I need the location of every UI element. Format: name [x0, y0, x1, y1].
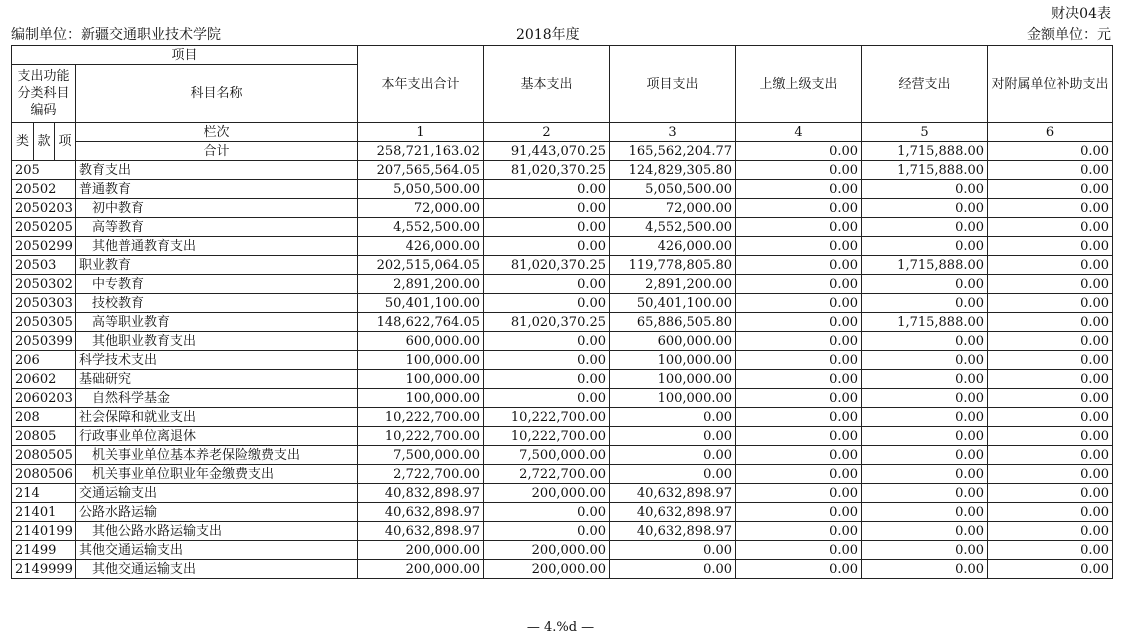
row-name: 中专教育	[76, 275, 358, 294]
row-code: 206	[12, 351, 76, 370]
row-value: 0.00	[484, 370, 610, 389]
row-value: 40,632,898.97	[610, 503, 736, 522]
row-value: 0.00	[484, 389, 610, 408]
row-name: 机关事业单位基本养老保险缴费支出	[76, 446, 358, 465]
row-value: 0.00	[736, 218, 862, 237]
row-value: 0.00	[862, 389, 988, 408]
row-value: 0.00	[988, 484, 1113, 503]
row-code: 20602	[12, 370, 76, 389]
row-code: 20503	[12, 256, 76, 275]
row-value: 0.00	[736, 427, 862, 446]
row-value: 50,401,100.00	[358, 294, 484, 313]
row-name: 公路水路运输	[76, 503, 358, 522]
row-value: 0.00	[988, 427, 1113, 446]
col-header-project-expenditure: 项目支出	[610, 46, 736, 123]
row-value: 0.00	[484, 332, 610, 351]
row-value: 0.00	[988, 218, 1113, 237]
row-value: 1,715,888.00	[862, 313, 988, 332]
row-value: 0.00	[862, 522, 988, 541]
row-value: 0.00	[736, 180, 862, 199]
row-value: 0.00	[862, 427, 988, 446]
row-value: 40,632,898.97	[610, 484, 736, 503]
row-value: 0.00	[862, 465, 988, 484]
row-code: 20502	[12, 180, 76, 199]
row-value: 0.00	[862, 275, 988, 294]
row-value: 0.00	[736, 199, 862, 218]
row-value: 0.00	[862, 560, 988, 579]
row-value: 65,886,505.80	[610, 313, 736, 332]
row-value: 2,891,200.00	[358, 275, 484, 294]
table-row	[12, 237, 1113, 256]
row-value: 0.00	[988, 275, 1113, 294]
row-value: 200,000.00	[358, 560, 484, 579]
row-value: 200,000.00	[484, 541, 610, 560]
row-value: 0.00	[736, 408, 862, 427]
row-value: 0.00	[610, 541, 736, 560]
row-name: 机关事业单位职业年金缴费支出	[76, 465, 358, 484]
row-value: 2,891,200.00	[610, 275, 736, 294]
row-name: 其他交通运输支出	[76, 541, 358, 560]
row-value: 0.00	[736, 446, 862, 465]
row-value: 10,222,700.00	[358, 427, 484, 446]
row-value: 10,222,700.00	[358, 408, 484, 427]
row-value: 0.00	[862, 446, 988, 465]
table-row	[12, 370, 1113, 389]
row-value: 0.00	[862, 332, 988, 351]
row-value: 2,722,700.00	[358, 465, 484, 484]
row-value: 0.00	[862, 237, 988, 256]
row-value: 0.00	[988, 199, 1113, 218]
col-number-3: 3	[610, 123, 736, 142]
row-value: 0.00	[988, 237, 1113, 256]
row-value: 0.00	[484, 275, 610, 294]
col-header-code: 支出功能分类科目编码	[12, 65, 76, 123]
table-row	[12, 560, 1113, 579]
row-value: 426,000.00	[610, 237, 736, 256]
col-header-basic-expenditure: 基本支出	[484, 46, 610, 123]
row-value: 0.00	[988, 503, 1113, 522]
table-row	[12, 218, 1113, 237]
col-header-total-expenditure: 本年支出合计	[358, 46, 484, 123]
row-value: 0.00	[988, 180, 1113, 199]
row-value: 0.00	[988, 332, 1113, 351]
row-value: 0.00	[862, 541, 988, 560]
row-value: 0.00	[862, 218, 988, 237]
row-value: 0.00	[484, 351, 610, 370]
table-row	[12, 389, 1113, 408]
page-footer: — 4.%d —	[526, 620, 595, 635]
row-name: 高等教育	[76, 218, 358, 237]
row-code: 2080505	[12, 446, 76, 465]
row-value: 0.00	[484, 522, 610, 541]
form-number: 财决04表	[1051, 6, 1111, 22]
table-row	[12, 541, 1113, 560]
col-number-4: 4	[736, 123, 862, 142]
row-value: 81,020,370.25	[484, 313, 610, 332]
row-code: 21401	[12, 503, 76, 522]
row-value: 0.00	[988, 465, 1113, 484]
table-row	[12, 313, 1113, 332]
row-value: 0.00	[988, 446, 1113, 465]
row-name: 高等职业教育	[76, 313, 358, 332]
row-value: 0.00	[988, 294, 1113, 313]
row-value: 202,515,064.05	[358, 256, 484, 275]
col-header-business-expenditure: 经营支出	[862, 46, 988, 123]
project-header: 项目	[12, 46, 358, 65]
row-value: 0.00	[988, 256, 1113, 275]
row-value: 100,000.00	[358, 370, 484, 389]
row-value: 200,000.00	[358, 541, 484, 560]
col-number-2: 2	[484, 123, 610, 142]
table-row	[12, 408, 1113, 427]
row-code: 214	[12, 484, 76, 503]
expenditure-table	[11, 45, 1113, 579]
row-name: 自然科学基金	[76, 389, 358, 408]
row-value: 0.00	[736, 161, 862, 180]
table-row	[12, 256, 1113, 275]
row-code: 2050299	[12, 237, 76, 256]
total-label: 合计	[76, 142, 358, 161]
row-value: 40,632,898.97	[610, 522, 736, 541]
row-value: 1,715,888.00	[862, 161, 988, 180]
row-code: 20805	[12, 427, 76, 446]
row-code: 2050302	[12, 275, 76, 294]
total-value: 0.00	[736, 142, 862, 161]
row-value: 119,778,805.80	[610, 256, 736, 275]
organization-label: 编制单位：新疆交通职业技术学院	[11, 27, 221, 43]
row-value: 0.00	[736, 522, 862, 541]
row-value: 40,632,898.97	[358, 522, 484, 541]
row-value: 0.00	[988, 560, 1113, 579]
row-value: 4,552,500.00	[358, 218, 484, 237]
row-value: 0.00	[610, 465, 736, 484]
row-name: 科学技术支出	[76, 351, 358, 370]
row-value: 0.00	[862, 351, 988, 370]
row-value: 0.00	[736, 370, 862, 389]
col-header-xiang: 项	[55, 123, 76, 161]
row-value: 4,552,500.00	[610, 218, 736, 237]
row-value: 0.00	[862, 199, 988, 218]
table-row	[12, 180, 1113, 199]
row-value: 0.00	[610, 446, 736, 465]
total-value: 1,715,888.00	[862, 142, 988, 161]
row-code: 208	[12, 408, 76, 427]
table-row	[12, 427, 1113, 446]
row-value: 5,050,500.00	[610, 180, 736, 199]
row-value: 0.00	[484, 180, 610, 199]
row-value: 7,500,000.00	[484, 446, 610, 465]
row-value: 0.00	[988, 389, 1113, 408]
row-value: 0.00	[736, 351, 862, 370]
row-name: 教育支出	[76, 161, 358, 180]
col-number-1: 1	[358, 123, 484, 142]
col-number-5: 5	[862, 123, 988, 142]
report-year: 2018年度	[516, 27, 580, 43]
row-code: 2050303	[12, 294, 76, 313]
amount-unit-label: 金额单位：元	[1027, 27, 1111, 43]
row-value: 5,050,500.00	[358, 180, 484, 199]
row-value: 0.00	[736, 560, 862, 579]
row-value: 100,000.00	[610, 389, 736, 408]
row-value: 0.00	[610, 560, 736, 579]
row-value: 0.00	[484, 199, 610, 218]
table-row	[12, 351, 1113, 370]
row-code: 2080506	[12, 465, 76, 484]
row-value: 40,632,898.97	[358, 503, 484, 522]
total-row	[12, 142, 1113, 161]
row-name: 社会保障和就业支出	[76, 408, 358, 427]
row-value: 81,020,370.25	[484, 256, 610, 275]
row-code: 2050305	[12, 313, 76, 332]
row-value: 2,722,700.00	[484, 465, 610, 484]
row-code: 2149999	[12, 560, 76, 579]
lanci-label: 栏次	[76, 123, 358, 142]
row-value: 0.00	[484, 294, 610, 313]
row-value: 0.00	[736, 503, 862, 522]
total-value: 0.00	[988, 142, 1113, 161]
row-value: 10,222,700.00	[484, 408, 610, 427]
row-value: 0.00	[988, 351, 1113, 370]
row-code: 2050203	[12, 199, 76, 218]
row-name: 职业教育	[76, 256, 358, 275]
row-code: 21499	[12, 541, 76, 560]
row-value: 200,000.00	[484, 484, 610, 503]
table-row	[12, 161, 1113, 180]
row-value: 0.00	[736, 294, 862, 313]
table-row	[12, 294, 1113, 313]
col-header-subsidy-affiliates: 对附属单位补助支出	[988, 46, 1113, 123]
row-value: 100,000.00	[358, 351, 484, 370]
table-row	[12, 522, 1113, 541]
row-name: 其他普通教育支出	[76, 237, 358, 256]
row-value: 0.00	[736, 389, 862, 408]
row-value: 0.00	[988, 313, 1113, 332]
row-value: 72,000.00	[610, 199, 736, 218]
row-value: 0.00	[862, 484, 988, 503]
row-value: 0.00	[736, 275, 862, 294]
row-code: 2050399	[12, 332, 76, 351]
col-number-6: 6	[988, 123, 1113, 142]
row-name: 基础研究	[76, 370, 358, 389]
row-value: 0.00	[484, 218, 610, 237]
row-value: 0.00	[862, 294, 988, 313]
row-code: 2050205	[12, 218, 76, 237]
row-value: 100,000.00	[610, 351, 736, 370]
row-value: 0.00	[736, 465, 862, 484]
col-header-name: 科目名称	[76, 65, 358, 123]
row-value: 0.00	[862, 180, 988, 199]
table-row	[12, 503, 1113, 522]
table-row	[12, 275, 1113, 294]
row-value: 0.00	[988, 161, 1113, 180]
row-code: 2060203	[12, 389, 76, 408]
row-value: 0.00	[484, 237, 610, 256]
row-value: 72,000.00	[358, 199, 484, 218]
row-name: 普通教育	[76, 180, 358, 199]
row-value: 0.00	[988, 408, 1113, 427]
row-name: 初中教育	[76, 199, 358, 218]
row-value: 0.00	[736, 237, 862, 256]
table-row	[12, 199, 1113, 218]
row-name: 技校教育	[76, 294, 358, 313]
row-value: 124,829,305.80	[610, 161, 736, 180]
row-name: 行政事业单位离退休	[76, 427, 358, 446]
row-value: 0.00	[862, 408, 988, 427]
total-value: 258,721,163.02	[358, 142, 484, 161]
table-row	[12, 446, 1113, 465]
row-name: 其他公路水路运输支出	[76, 522, 358, 541]
row-value: 0.00	[736, 256, 862, 275]
row-value: 426,000.00	[358, 237, 484, 256]
row-value: 0.00	[988, 370, 1113, 389]
total-value: 165,562,204.77	[610, 142, 736, 161]
table-row	[12, 484, 1113, 503]
col-header-lei: 类	[12, 123, 34, 161]
row-value: 207,565,564.05	[358, 161, 484, 180]
row-value: 50,401,100.00	[610, 294, 736, 313]
row-value: 81,020,370.25	[484, 161, 610, 180]
table-row	[12, 332, 1113, 351]
row-value: 200,000.00	[484, 560, 610, 579]
table-row	[12, 465, 1113, 484]
row-value: 10,222,700.00	[484, 427, 610, 446]
row-value: 600,000.00	[610, 332, 736, 351]
row-value: 0.00	[988, 522, 1113, 541]
row-code: 205	[12, 161, 76, 180]
row-value: 0.00	[484, 503, 610, 522]
row-value: 0.00	[610, 427, 736, 446]
row-value: 0.00	[736, 313, 862, 332]
col-header-kuan: 款	[34, 123, 55, 161]
row-name: 其他职业教育支出	[76, 332, 358, 351]
row-value: 0.00	[610, 408, 736, 427]
row-value: 1,715,888.00	[862, 256, 988, 275]
row-value: 0.00	[736, 332, 862, 351]
row-value: 148,622,764.05	[358, 313, 484, 332]
col-header-remit-upper: 上缴上级支出	[736, 46, 862, 123]
row-value: 100,000.00	[610, 370, 736, 389]
row-code: 2140199	[12, 522, 76, 541]
row-value: 0.00	[862, 370, 988, 389]
row-value: 0.00	[988, 541, 1113, 560]
row-name: 交通运输支出	[76, 484, 358, 503]
row-name: 其他交通运输支出	[76, 560, 358, 579]
row-value: 0.00	[736, 484, 862, 503]
row-value: 600,000.00	[358, 332, 484, 351]
row-value: 40,832,898.97	[358, 484, 484, 503]
total-value: 91,443,070.25	[484, 142, 610, 161]
row-value: 0.00	[862, 503, 988, 522]
row-value: 0.00	[736, 541, 862, 560]
row-value: 100,000.00	[358, 389, 484, 408]
row-value: 7,500,000.00	[358, 446, 484, 465]
